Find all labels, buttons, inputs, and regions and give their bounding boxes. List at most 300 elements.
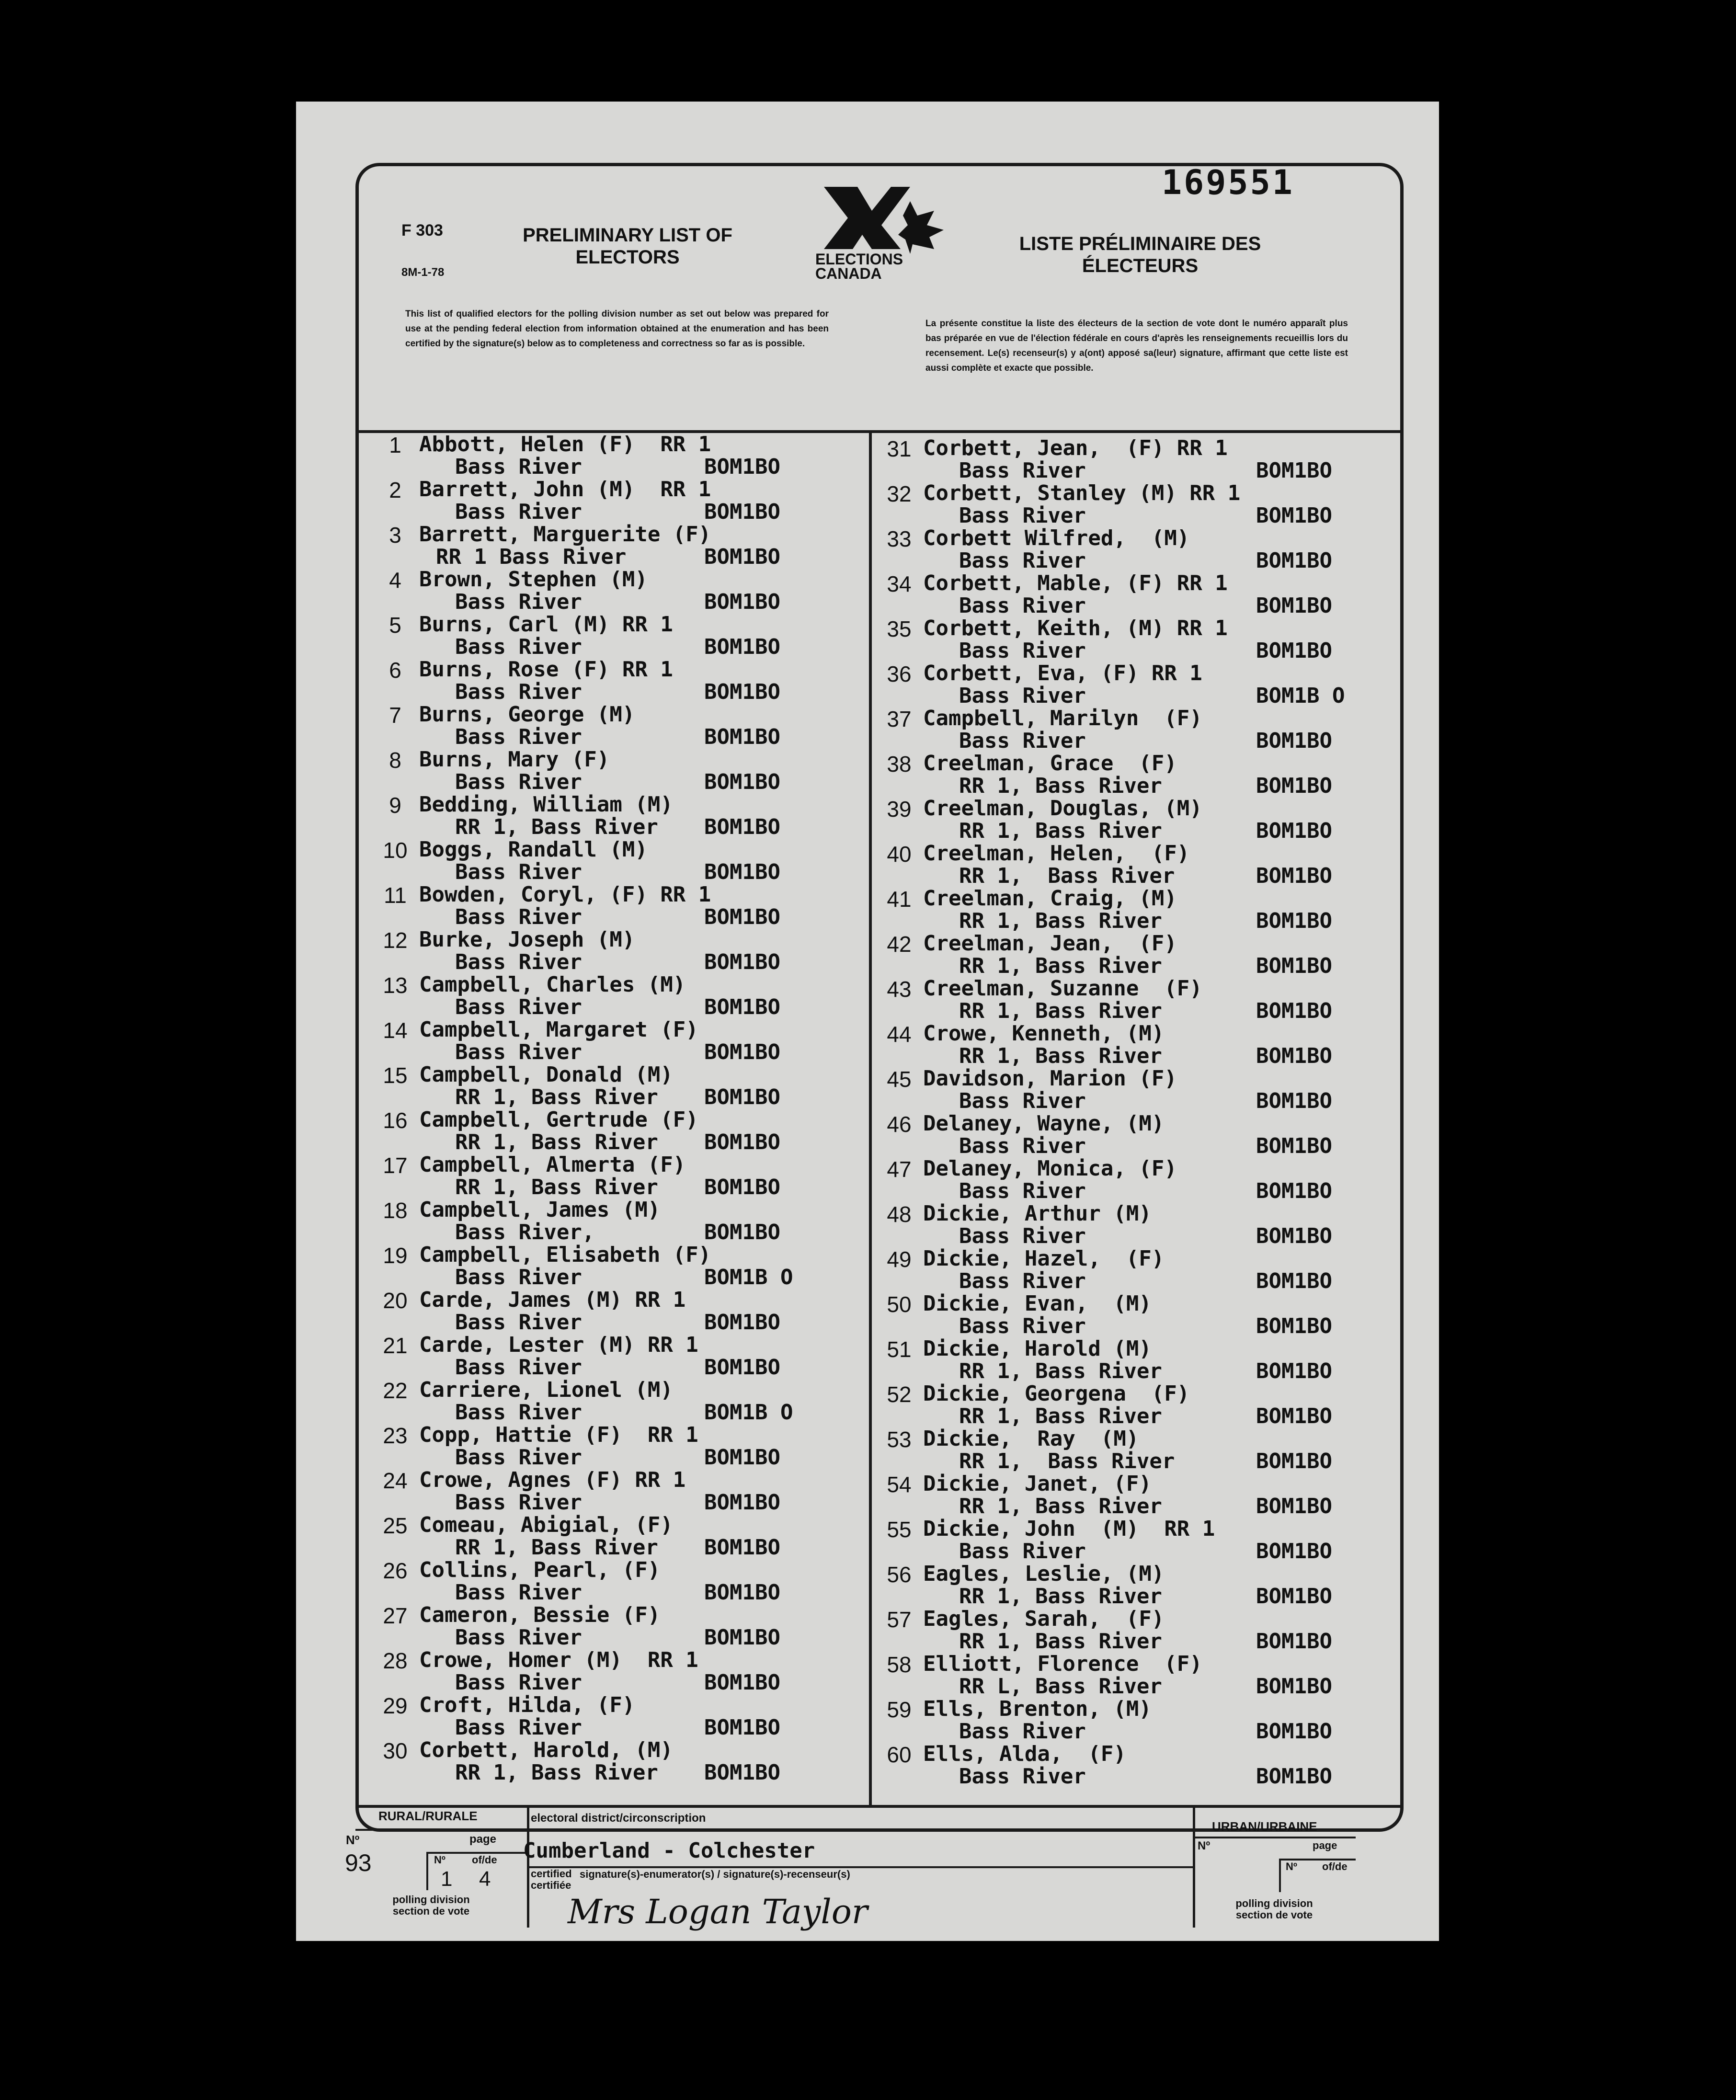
elector-postal-code: BOM1BO bbox=[1256, 503, 1332, 528]
elector-postal-code: BOM1BO bbox=[1256, 1449, 1332, 1473]
elector-entry bbox=[882, 1201, 1361, 1246]
elector-entry bbox=[882, 931, 1361, 976]
elector-postal-code: BOM1B O bbox=[704, 1265, 793, 1290]
elector-postal-code: BOM1B O bbox=[1256, 684, 1345, 708]
elector-postal-code: BOM1BO bbox=[704, 725, 780, 749]
elector-address: RR 1, Bass River bbox=[959, 1359, 1162, 1383]
elector-number: 32 bbox=[887, 481, 912, 506]
elector-entry bbox=[882, 706, 1361, 751]
elector-postal-code: BOM1BO bbox=[1256, 1494, 1332, 1518]
elector-name: Dickie, Hazel, (F) bbox=[923, 1246, 1165, 1271]
elector-entry bbox=[882, 1742, 1361, 1787]
elector-postal-code: BOM1BO bbox=[704, 1040, 780, 1064]
elector-entry bbox=[378, 1378, 857, 1423]
elector-postal-code: BOM1BO bbox=[704, 815, 780, 839]
elector-name: Eagles, Sarah, (F) bbox=[923, 1607, 1165, 1631]
elector-entry bbox=[882, 436, 1361, 481]
elector-entry bbox=[882, 616, 1361, 661]
elector-number: 29 bbox=[383, 1693, 408, 1718]
elector-address: RR 1, Bass River bbox=[959, 1044, 1162, 1068]
elector-address: Bass River bbox=[455, 995, 582, 1019]
elector-address: Bass River bbox=[455, 455, 582, 479]
elector-address: Bass River bbox=[455, 590, 582, 614]
elector-postal-code: BOM1BO bbox=[704, 1085, 780, 1109]
elector-number: 38 bbox=[887, 752, 912, 776]
urban-page-label: page bbox=[1313, 1839, 1337, 1851]
elector-address: Bass River bbox=[959, 1269, 1086, 1293]
elector-entry bbox=[378, 1243, 857, 1288]
elector-entry bbox=[882, 1652, 1361, 1697]
elector-name: Creelman, Craig, (M) bbox=[923, 886, 1177, 911]
of-label: of/de bbox=[472, 1854, 497, 1866]
form-code: 8M-1-78 bbox=[401, 266, 445, 279]
elector-postal-code: BOM1BO bbox=[704, 1220, 780, 1244]
certified-label: certified certifiée bbox=[531, 1868, 572, 1891]
serial-number: 169551 bbox=[1162, 163, 1294, 202]
elector-entry bbox=[378, 1423, 857, 1468]
elector-postal-code: BOM1BO bbox=[1256, 1314, 1332, 1338]
electoral-district-label: electoral district/circonscription bbox=[531, 1812, 706, 1825]
elector-number: 26 bbox=[383, 1558, 408, 1583]
elector-entry bbox=[378, 927, 857, 972]
elector-entry bbox=[882, 1697, 1361, 1742]
elector-entry bbox=[378, 1603, 857, 1648]
elector-postal-code: BOM1BO bbox=[1256, 1584, 1332, 1609]
elector-address: Bass River bbox=[455, 1040, 582, 1064]
elector-address: Bass River bbox=[455, 1355, 582, 1380]
elector-entry bbox=[378, 657, 857, 702]
elector-address: Bass River bbox=[455, 1265, 582, 1290]
elector-entry bbox=[378, 1153, 857, 1198]
urban-label: URBAN/URBAINE bbox=[1212, 1819, 1317, 1834]
elector-number: 23 bbox=[383, 1423, 408, 1448]
elector-name: Comeau, Abigial, (F) bbox=[419, 1513, 673, 1537]
elector-number: 45 bbox=[887, 1067, 912, 1092]
elector-address: Bass River bbox=[959, 1719, 1086, 1744]
elector-entry bbox=[882, 1021, 1361, 1066]
elector-name: Barrett, John (M) RR 1 bbox=[419, 477, 711, 502]
elector-number: 33 bbox=[887, 526, 912, 551]
elector-address: Bass River bbox=[455, 770, 582, 794]
elector-number: 51 bbox=[887, 1337, 912, 1362]
elector-name: Abbott, Helen (F) RR 1 bbox=[419, 432, 711, 457]
elector-entry bbox=[378, 1558, 857, 1603]
elector-postal-code: BOM1BO bbox=[704, 500, 780, 524]
elector-number: 14 bbox=[383, 1018, 408, 1043]
elector-postal-code: BOM1BO bbox=[704, 950, 780, 974]
elector-name: Croft, Hilda, (F) bbox=[419, 1693, 635, 1717]
elector-postal-code: BOM1BO bbox=[704, 1580, 780, 1605]
poll-no-label: Nº bbox=[346, 1833, 360, 1847]
elector-address: RR 1, Bass River bbox=[959, 1494, 1162, 1518]
elector-entry bbox=[378, 1333, 857, 1378]
elector-number: 27 bbox=[383, 1603, 408, 1628]
elector-entry bbox=[882, 976, 1361, 1021]
elector-address: RR 1, Bass River bbox=[959, 1449, 1175, 1473]
elector-address: Bass River bbox=[959, 1134, 1086, 1158]
urban-polling-division-label: polling division section de vote bbox=[1235, 1897, 1313, 1921]
elector-address: RR 1, Bass River bbox=[959, 999, 1162, 1023]
elector-name: Carde, James (M) RR 1 bbox=[419, 1288, 686, 1312]
elector-name: Burns, George (M) bbox=[419, 702, 635, 727]
elector-number: 4 bbox=[389, 568, 401, 593]
elector-entry bbox=[378, 1513, 857, 1558]
elector-postal-code: BOM1BO bbox=[704, 1625, 780, 1650]
title-french: LISTE PRÉLIMINAIRE DES ÉLECTEURS bbox=[1019, 233, 1261, 276]
page-of: 4 bbox=[479, 1867, 491, 1891]
column-divider bbox=[869, 430, 872, 1806]
elector-name: Creelman, Grace (F) bbox=[923, 751, 1177, 776]
elector-postal-code: BOM1BO bbox=[1256, 774, 1332, 798]
elector-postal-code: BOM1BO bbox=[1256, 1674, 1332, 1699]
elector-number: 50 bbox=[887, 1292, 912, 1317]
logo-text: ELECTIONS CANADA bbox=[815, 251, 903, 282]
elector-entry bbox=[882, 1066, 1361, 1111]
elector-postal-code: BOM1BO bbox=[704, 1175, 780, 1199]
elector-address: Bass River bbox=[455, 1580, 582, 1605]
elector-number: 28 bbox=[383, 1648, 408, 1673]
elector-postal-code: BOM1BO bbox=[704, 545, 780, 569]
elector-number: 46 bbox=[887, 1112, 912, 1137]
elector-name: Elliott, Florence (F) bbox=[923, 1652, 1202, 1676]
elector-address: Bass River bbox=[455, 1445, 582, 1470]
elector-entry bbox=[882, 571, 1361, 616]
elector-entry bbox=[378, 612, 857, 657]
elector-entry bbox=[378, 1017, 857, 1062]
elector-address: Bass River bbox=[455, 680, 582, 704]
elector-number: 9 bbox=[389, 793, 401, 818]
elector-name: Campbell, Elisabeth (F) bbox=[419, 1243, 711, 1267]
elector-address: Bass River bbox=[455, 905, 582, 929]
elector-name: Campbell, Margaret (F) bbox=[419, 1017, 698, 1042]
elector-number: 25 bbox=[383, 1513, 408, 1538]
elector-address: RR 1, Bass River bbox=[455, 1535, 658, 1560]
elector-postal-code: BOM1BO bbox=[1256, 639, 1332, 663]
elector-postal-code: BOM1BO bbox=[1256, 1764, 1332, 1789]
elector-address: RR 1, Bass River bbox=[959, 819, 1162, 843]
elector-entry bbox=[882, 1427, 1361, 1472]
page-number: 1 bbox=[441, 1867, 453, 1891]
elector-address: RR 1, Bass River bbox=[959, 1404, 1162, 1428]
elector-number: 21 bbox=[383, 1333, 408, 1358]
elector-number: 13 bbox=[383, 973, 408, 998]
electors-column-left bbox=[378, 432, 862, 1802]
elector-name: Creelman, Jean, (F) bbox=[923, 931, 1177, 956]
elector-name: Campbell, James (M) bbox=[419, 1198, 661, 1222]
elector-entry bbox=[882, 1472, 1361, 1517]
page-no-label: Nº bbox=[434, 1854, 445, 1866]
elector-number: 7 bbox=[389, 703, 401, 728]
elector-number: 1 bbox=[389, 433, 401, 457]
elector-name: Crowe, Agnes (F) RR 1 bbox=[419, 1468, 686, 1492]
elector-address: RR L, Bass River bbox=[959, 1674, 1162, 1699]
elector-postal-code: BOM1BO bbox=[1256, 458, 1332, 483]
elector-entry bbox=[378, 792, 857, 837]
elector-number: 52 bbox=[887, 1382, 912, 1407]
elector-name: Creelman, Suzanne (F) bbox=[923, 976, 1202, 1001]
elector-postal-code: BOM1BO bbox=[1256, 999, 1332, 1023]
polling-division-label: polling division section de vote bbox=[392, 1894, 470, 1917]
elector-postal-code: BOM1BO bbox=[704, 1670, 780, 1695]
elector-entry bbox=[882, 1291, 1361, 1336]
footer-rule bbox=[1193, 1837, 1356, 1838]
elector-name: Corbett, Harold, (M) bbox=[419, 1738, 673, 1762]
elector-postal-code: BOM1BO bbox=[1256, 819, 1332, 843]
signature-label: signature(s)-enumerator(s) / signature(s)-recenseur(s) bbox=[580, 1868, 850, 1880]
elector-name: Carde, Lester (M) RR 1 bbox=[419, 1333, 698, 1357]
elector-number: 42 bbox=[887, 932, 912, 957]
elector-name: Campbell, Marilyn (F) bbox=[923, 706, 1202, 730]
elector-name: Burns, Rose (F) RR 1 bbox=[419, 657, 673, 682]
elector-name: Campbell, Almerta (F) bbox=[419, 1153, 686, 1177]
elector-name: Dickie, Evan, (M) bbox=[923, 1291, 1152, 1316]
elector-number: 41 bbox=[887, 887, 912, 912]
elector-postal-code: BOM1BO bbox=[1256, 1089, 1332, 1113]
elector-address: RR 1, Bass River bbox=[959, 1629, 1162, 1654]
elector-postal-code: BOM1BO bbox=[704, 1535, 780, 1560]
elector-postal-code: BOM1BO bbox=[1256, 1359, 1332, 1383]
elector-postal-code: BOM1BO bbox=[704, 680, 780, 704]
elector-address: RR 1, Bass River bbox=[959, 909, 1162, 933]
elector-address: Bass River bbox=[959, 639, 1086, 663]
elector-number: 30 bbox=[383, 1738, 408, 1763]
elector-entry bbox=[378, 1738, 857, 1783]
elector-address: Bass River bbox=[959, 729, 1086, 753]
elector-name: Ells, Alda, (F) bbox=[923, 1742, 1126, 1766]
elector-address: Bass River bbox=[959, 548, 1086, 573]
elector-address: Bass River bbox=[959, 1764, 1086, 1789]
elector-number: 8 bbox=[389, 748, 401, 773]
elector-address: Bass River bbox=[455, 1400, 582, 1425]
elector-name: Corbett, Keith, (M) RR 1 bbox=[923, 616, 1228, 640]
elector-name: Campbell, Gertrude (F) bbox=[419, 1107, 698, 1132]
elector-postal-code: BOM1BO bbox=[704, 995, 780, 1019]
footer-rule bbox=[1279, 1859, 1281, 1892]
elector-name: Corbett, Stanley (M) RR 1 bbox=[923, 481, 1241, 505]
elector-name: Carriere, Lionel (M) bbox=[419, 1378, 673, 1402]
urban-no-label: Nº bbox=[1198, 1839, 1211, 1852]
elector-entry bbox=[882, 1336, 1361, 1381]
elector-number: 20 bbox=[383, 1288, 408, 1313]
poll-number: 93 bbox=[345, 1849, 372, 1876]
elector-number: 47 bbox=[887, 1157, 912, 1182]
elector-address: RR 1, Bass River bbox=[959, 1584, 1162, 1609]
elector-address: Bass River bbox=[455, 1490, 582, 1515]
elector-number: 40 bbox=[887, 842, 912, 867]
elector-address: Bass River bbox=[455, 1625, 582, 1650]
elector-name: Dickie, Arthur (M) bbox=[923, 1201, 1152, 1226]
elector-postal-code: BOM1BO bbox=[704, 770, 780, 794]
elector-postal-code: BOM1BO bbox=[704, 1490, 780, 1515]
elector-number: 5 bbox=[389, 613, 401, 638]
elector-address: Bass River bbox=[455, 860, 582, 884]
elector-name: Cameron, Bessie (F) bbox=[419, 1603, 661, 1627]
elector-postal-code: BOM1BO bbox=[704, 1310, 780, 1335]
elector-postal-code: BOM1B O bbox=[704, 1400, 793, 1425]
elector-number: 10 bbox=[383, 838, 408, 863]
elector-entry bbox=[378, 837, 857, 882]
footer-rule bbox=[355, 1829, 527, 1831]
elector-address: RR 1, Bass River bbox=[455, 1085, 658, 1109]
elector-entry bbox=[378, 1198, 857, 1243]
elector-name: Delaney, Monica, (F) bbox=[923, 1156, 1177, 1181]
elector-entry bbox=[882, 1562, 1361, 1607]
elector-number: 35 bbox=[887, 616, 912, 641]
elector-address: Bass River bbox=[959, 1539, 1086, 1564]
elector-address: Bass River bbox=[455, 950, 582, 974]
elector-postal-code: BOM1BO bbox=[704, 860, 780, 884]
elector-postal-code: BOM1BO bbox=[1256, 1134, 1332, 1158]
title-english: PRELIMINARY LIST OF ELECTORS bbox=[523, 225, 732, 268]
elector-name: Brown, Stephen (M) bbox=[419, 567, 648, 592]
elector-postal-code: BOM1BO bbox=[1256, 548, 1332, 573]
elector-entry bbox=[378, 567, 857, 612]
elector-entry bbox=[882, 1246, 1361, 1291]
elector-number: 31 bbox=[887, 436, 912, 461]
elector-number: 11 bbox=[384, 883, 407, 908]
elector-number: 16 bbox=[383, 1108, 408, 1133]
elector-postal-code: BOM1BO bbox=[704, 635, 780, 659]
elector-entry bbox=[882, 1156, 1361, 1201]
elector-postal-code: BOM1BO bbox=[704, 905, 780, 929]
elector-number: 60 bbox=[887, 1742, 912, 1767]
elector-number: 58 bbox=[887, 1652, 912, 1677]
elector-entry bbox=[378, 1693, 857, 1738]
elector-name: Burns, Mary (F) bbox=[419, 747, 610, 772]
elector-entry bbox=[378, 882, 857, 927]
elector-address: RR 1, Bass River bbox=[455, 815, 658, 839]
elector-number: 22 bbox=[383, 1378, 408, 1403]
elector-postal-code: BOM1BO bbox=[1256, 729, 1332, 753]
elector-name: Corbett, Eva, (F) RR 1 bbox=[923, 661, 1202, 685]
elector-address: Bass River bbox=[959, 1089, 1086, 1113]
urban-of-label: of/de bbox=[1322, 1860, 1348, 1872]
elector-postal-code: BOM1BO bbox=[704, 1715, 780, 1740]
elector-number: 12 bbox=[383, 928, 408, 953]
elector-address: RR 1, Bass River bbox=[455, 1175, 658, 1199]
elector-address: RR 1, Bass River bbox=[959, 954, 1162, 978]
elector-entry bbox=[882, 661, 1361, 706]
elector-number: 17 bbox=[383, 1153, 408, 1178]
elector-entry bbox=[378, 702, 857, 747]
elector-number: 59 bbox=[887, 1697, 912, 1722]
elector-number: 2 bbox=[389, 478, 401, 502]
elector-entry bbox=[378, 432, 857, 477]
elector-address: Bass River bbox=[455, 1715, 582, 1740]
form-number: F 303 bbox=[401, 221, 443, 240]
elector-address: Bass River bbox=[959, 1224, 1086, 1248]
elector-entry bbox=[378, 1648, 857, 1693]
intro-french: La présente constitue la liste des électeurs de la section de vote dont le numéro apparaît plus bas préparée en vue de l'élection fédérale en cours d'après les renseignements recueillis lors du recensement. Le(s) recenseur(s) y a(ont) apposé sa(leur) signature, affirmant que cette liste est aussi complète et exacte que possible. bbox=[925, 319, 1348, 373]
elector-name: Corbett, Jean, (F) RR 1 bbox=[923, 436, 1228, 460]
elector-name: Barrett, Marguerite (F) bbox=[419, 522, 711, 547]
elector-postal-code: BOM1BO bbox=[1256, 954, 1332, 978]
elector-name: Eagles, Leslie, (M) bbox=[923, 1562, 1165, 1586]
elector-postal-code: BOM1BO bbox=[1256, 1539, 1332, 1564]
elector-name: Crowe, Homer (M) RR 1 bbox=[419, 1648, 698, 1672]
elector-number: 36 bbox=[887, 662, 912, 686]
rural-label: RURAL/RURALE bbox=[378, 1809, 478, 1823]
elector-name: Delaney, Wayne, (M) bbox=[923, 1111, 1165, 1136]
elector-postal-code: BOM1BO bbox=[1256, 1404, 1332, 1428]
elector-address: Bass River bbox=[959, 593, 1086, 618]
elector-postal-code: BOM1BO bbox=[1256, 909, 1332, 933]
footer-separator bbox=[1193, 1808, 1195, 1928]
elector-name: Ells, Brenton, (M) bbox=[923, 1697, 1152, 1721]
elector-entry bbox=[882, 1381, 1361, 1427]
elector-name: Dickie, Janet, (F) bbox=[923, 1472, 1152, 1496]
elector-postal-code: BOM1BO bbox=[1256, 1269, 1332, 1293]
elector-name: Burns, Carl (M) RR 1 bbox=[419, 612, 673, 637]
footer-divider bbox=[355, 1805, 1404, 1808]
elector-entry bbox=[882, 481, 1361, 526]
elector-number: 37 bbox=[887, 707, 912, 731]
elector-address: Bass River bbox=[455, 1670, 582, 1695]
intro-english: This list of qualified electors for the polling division number as set out below was prepared for use at the pending federal election from information obtained at the enumeration and has been certified by the signature(s) below as to completeness and correctness so far as is possible. bbox=[405, 309, 829, 349]
elector-entry bbox=[882, 1111, 1361, 1156]
elector-postal-code: BOM1BO bbox=[1256, 593, 1332, 618]
elector-name: Dickie, John (M) RR 1 bbox=[923, 1517, 1215, 1541]
elector-postal-code: BOM1BO bbox=[1256, 1179, 1332, 1203]
elector-name: Corbett Wilfred, (M) bbox=[923, 526, 1190, 550]
elector-number: 53 bbox=[887, 1427, 912, 1452]
elector-postal-code: BOM1BO bbox=[1256, 1044, 1332, 1068]
elector-number: 43 bbox=[887, 977, 912, 1002]
elector-address: Bass River bbox=[959, 1314, 1086, 1338]
elector-postal-code: BOM1BO bbox=[704, 1760, 780, 1785]
elector-entry bbox=[882, 1517, 1361, 1562]
elector-address: Bass River bbox=[455, 500, 582, 524]
elector-number: 34 bbox=[887, 571, 912, 596]
elector-postal-code: BOM1BO bbox=[704, 1355, 780, 1380]
elector-name: Bedding, William (M) bbox=[419, 792, 673, 817]
elector-address: Bass River, bbox=[455, 1220, 595, 1244]
elector-name: Corbett, Mable, (F) RR 1 bbox=[923, 571, 1228, 595]
elector-number: 6 bbox=[389, 658, 401, 683]
elector-name: Davidson, Marion (F) bbox=[923, 1066, 1177, 1091]
elector-name: Campbell, Donald (M) bbox=[419, 1062, 673, 1087]
elector-address: Bass River bbox=[455, 635, 582, 659]
elector-address: RR 1, Bass River bbox=[455, 1760, 658, 1785]
elector-number: 24 bbox=[383, 1468, 408, 1493]
elector-entry bbox=[378, 1288, 857, 1333]
elector-name: Crowe, Kenneth, (M) bbox=[923, 1021, 1165, 1046]
elector-entry bbox=[378, 972, 857, 1017]
elector-address: RR 1, Bass River bbox=[959, 864, 1175, 888]
urban-page-no-label: Nº bbox=[1286, 1860, 1297, 1872]
elector-address: Bass River bbox=[455, 725, 582, 749]
footer-rule bbox=[426, 1852, 428, 1890]
elector-name: Creelman, Helen, (F) bbox=[923, 841, 1190, 866]
elector-number: 48 bbox=[887, 1202, 912, 1227]
elector-number: 18 bbox=[383, 1198, 408, 1223]
elector-number: 54 bbox=[887, 1472, 912, 1497]
elector-postal-code: BOM1BO bbox=[1256, 864, 1332, 888]
elector-address: Bass River bbox=[959, 458, 1086, 483]
elector-number: 15 bbox=[383, 1063, 408, 1088]
elector-entry bbox=[882, 796, 1361, 841]
elector-number: 55 bbox=[887, 1517, 912, 1542]
elector-postal-code: BOM1BO bbox=[704, 1445, 780, 1470]
elector-name: Creelman, Douglas, (M) bbox=[923, 796, 1202, 821]
elector-postal-code: BOM1BO bbox=[704, 590, 780, 614]
elector-postal-code: BOM1BO bbox=[704, 455, 780, 479]
elector-entry bbox=[378, 747, 857, 792]
elector-postal-code: BOM1BO bbox=[704, 1130, 780, 1154]
elector-entry bbox=[882, 841, 1361, 886]
elector-address: Bass River bbox=[455, 1310, 582, 1335]
elector-address: Bass River bbox=[959, 1179, 1086, 1203]
